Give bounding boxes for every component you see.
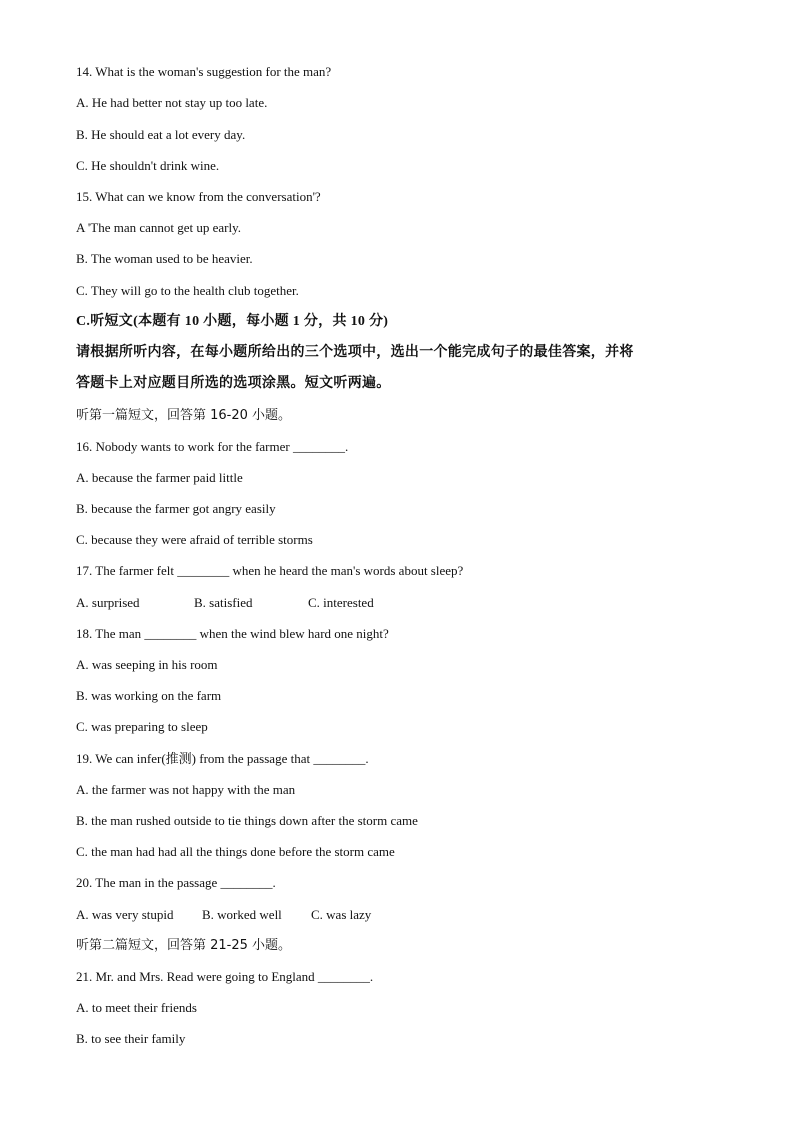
q20-options [76, 907, 371, 923]
q17-options [76, 595, 374, 611]
question-17: 17. The farmer felt ________ when he heard the man's words about sleep? [76, 563, 464, 578]
q20-option-a: A. was very stupid [76, 907, 174, 922]
q17-option-a: A. surprised [76, 595, 140, 610]
q21-option-b: B. to see their family [76, 1031, 186, 1046]
question-15: 15. What can we know from the conversation'? [76, 189, 321, 204]
q15-option-a: A 'The man cannot get up early. [76, 220, 242, 235]
q20-option-b: B. worked well [202, 907, 282, 922]
passage-1-intro: 听第一篇短文，回答第 16-20 小题。 [76, 408, 292, 423]
q19-option-c: C. the man had had all the things done before the storm came [76, 844, 395, 859]
q15-option-b: B. The woman used to be heavier. [76, 251, 253, 266]
q14-option-a: A. He had better not stay up too late. [76, 95, 268, 110]
passage-2-intro: 听第二篇短文，回答第 21-25 小题。 [76, 938, 292, 953]
question-19: 19. We can infer(推测) from the passage that ________. [76, 751, 369, 766]
q17-option-b: B. satisfied [194, 595, 253, 610]
q14-option-c: C. He shouldn't drink wine. [76, 158, 220, 173]
q16-option-a: A. because the farmer paid little [76, 470, 243, 485]
question-18: 18. The man ________ when the wind blew hard one night? [76, 626, 389, 641]
q20-option-c: C. was lazy [311, 907, 372, 922]
q16-option-c: C. because they were afraid of terrible storms [76, 532, 313, 547]
q14-option-b: B. He should eat a lot every day. [76, 127, 246, 142]
section-c-title: C.听短文(本题有 10 小题，每小题 1 分，共 10 分) [76, 314, 389, 329]
question-14: 14. What is the woman's suggestion for the man? [76, 64, 332, 79]
section-c-instructions-line1: 请根据所听内容，在每小题所给出的三个选项中，选出一个能完成句子的最佳答案，并将 [76, 345, 634, 360]
question-20: 20. The man in the passage ________. [76, 875, 276, 890]
q21-option-a: A. to meet their friends [76, 1000, 197, 1015]
q17-option-c: C. interested [308, 595, 374, 610]
q18-option-b: B. was working on the farm [76, 688, 222, 703]
section-c-instructions-line2: 答题卡上对应题目所选的选项涂黑。短文听两遍。 [76, 376, 391, 391]
question-21: 21. Mr. and Mrs. Read were going to England ________. [76, 969, 374, 984]
question-16: 16. Nobody wants to work for the farmer ________. [76, 439, 349, 454]
q16-option-b: B. because the farmer got angry easily [76, 501, 276, 516]
q19-option-b: B. the man rushed outside to tie things down after the storm came [76, 813, 418, 828]
q18-option-c: C. was preparing to sleep [76, 719, 208, 734]
q15-option-c: C. They will go to the health club together. [76, 283, 299, 298]
q19-option-a: A. the farmer was not happy with the man [76, 782, 296, 797]
q18-option-a: A. was seeping in his room [76, 657, 218, 672]
